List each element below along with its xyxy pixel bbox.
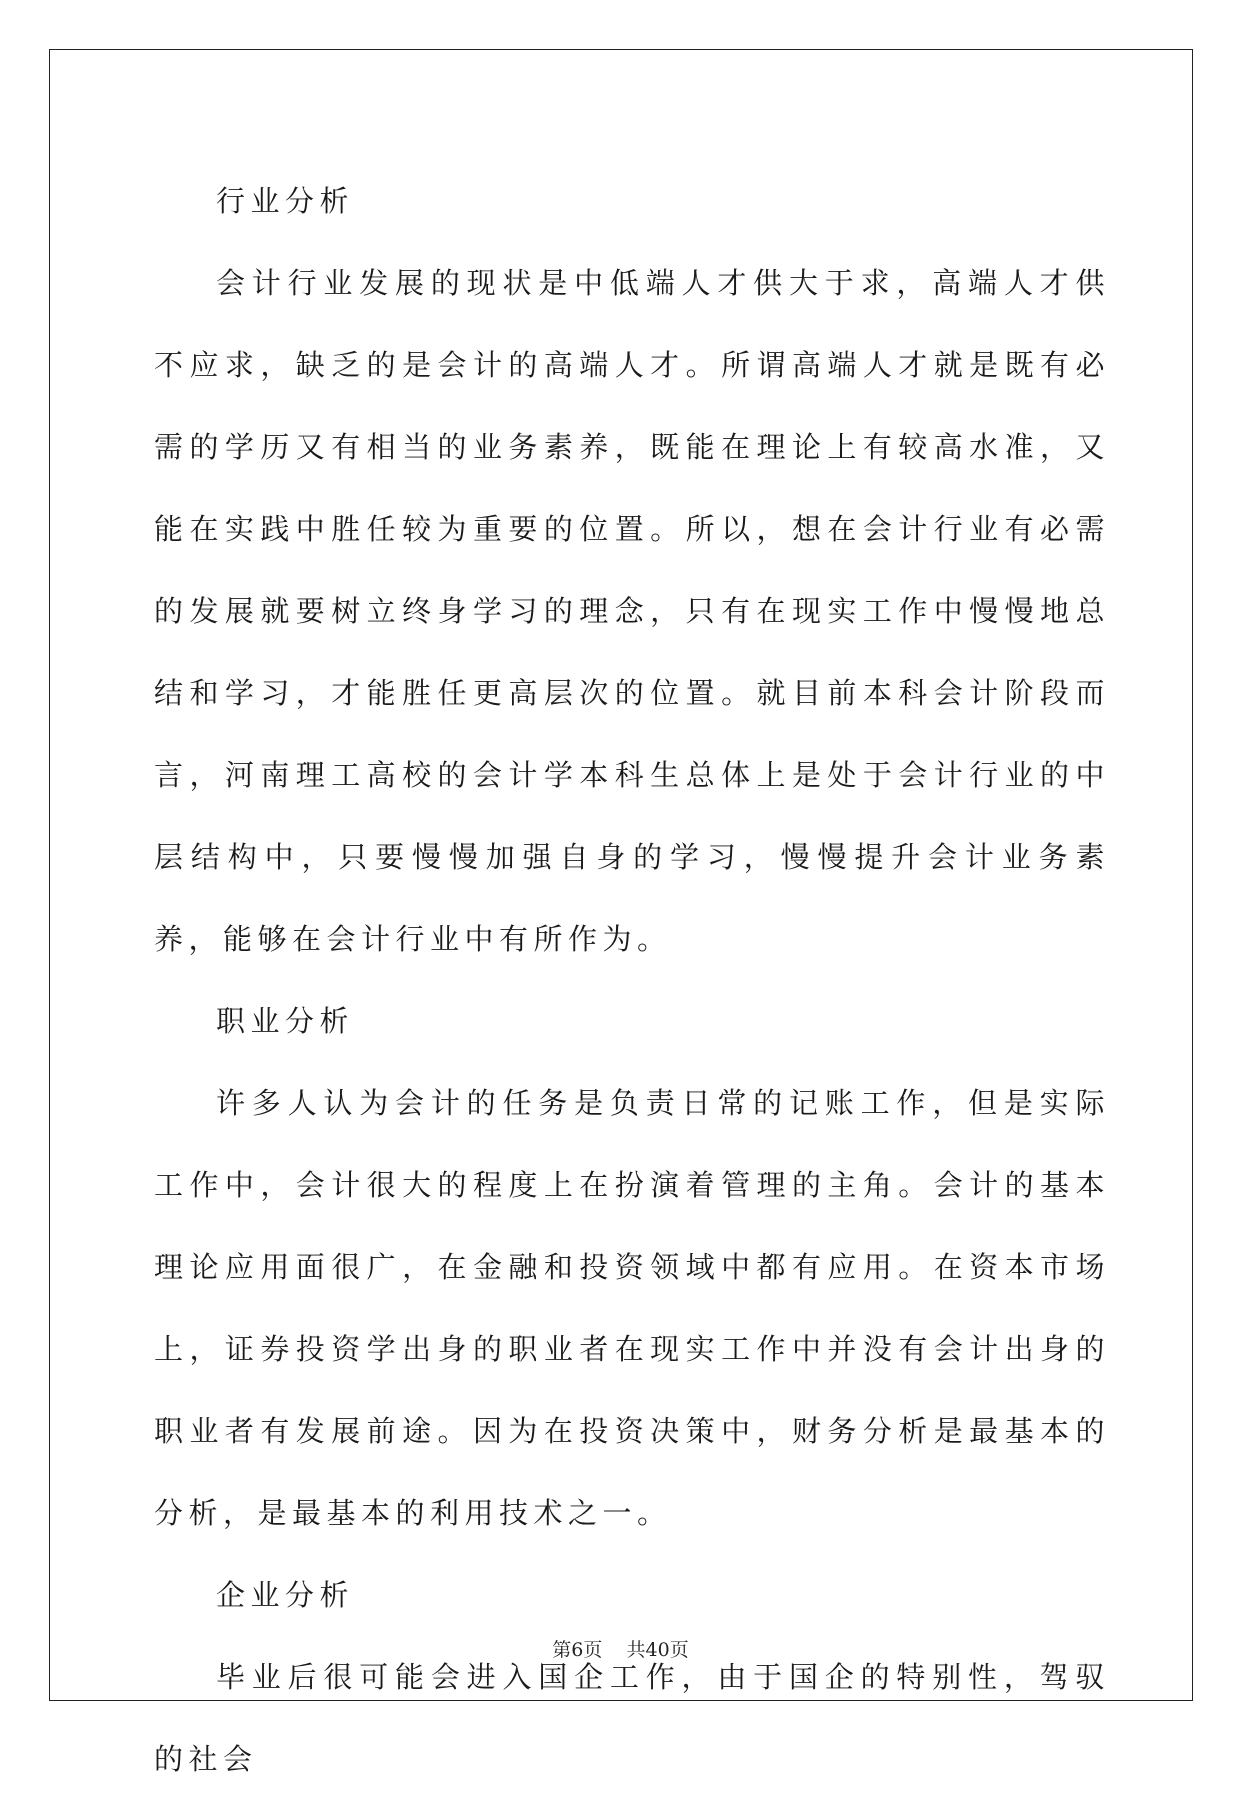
section-heading-career: 职业分析 [216, 1004, 355, 1038]
section-heading-enterprise: 企业分析 [216, 1578, 355, 1612]
paragraph-enterprise: 毕业后很可能会进入国企工作，由于国企的特别性，驾驭的社会 [154, 1660, 1110, 1776]
page-number: 第6页 [552, 1639, 603, 1661]
document-body [154, 160, 1110, 1800]
page-footer [0, 1635, 1241, 1662]
paragraph-industry: 会计行业发展的现状是中低端人才供大于求，高端人才供不应求，缺乏的是会计的高端人才。所谓高端人才就是既有必需的学历又有相当的业务素养，既能在理论上有较高水准，又能在实践中胜任较为重要的位置。所以，想在会计行业有必需的发展就要树立终身学习的理念，只有在现实工作中慢慢地总结和学习，才能胜任更高层次的位置。就目前本科会计阶段而言，河南理工高校的会计学本科生总体上是处于会计行业的中层结构中，只要慢慢加强自身的学习，慢慢提升会计业务素养，能够在会计行业中有所作为。 [154, 266, 1110, 956]
section-heading-industry: 行业分析 [216, 184, 355, 218]
total-pages: 共40页 [626, 1639, 689, 1661]
paragraph-career: 许多人认为会计的任务是负责日常的记账工作，但是实际工作中，会计很大的程度上在扮演着管理的主角。会计的基本理论应用面很广，在金融和投资领域中都有应用。在资本市场上，证券投资学出身的职业者在现实工作中并没有会计出身的职业者有发展前途。因为在投资决策中，财务分析是最基本的分析，是最基本的利用技术之一。 [154, 1086, 1110, 1530]
